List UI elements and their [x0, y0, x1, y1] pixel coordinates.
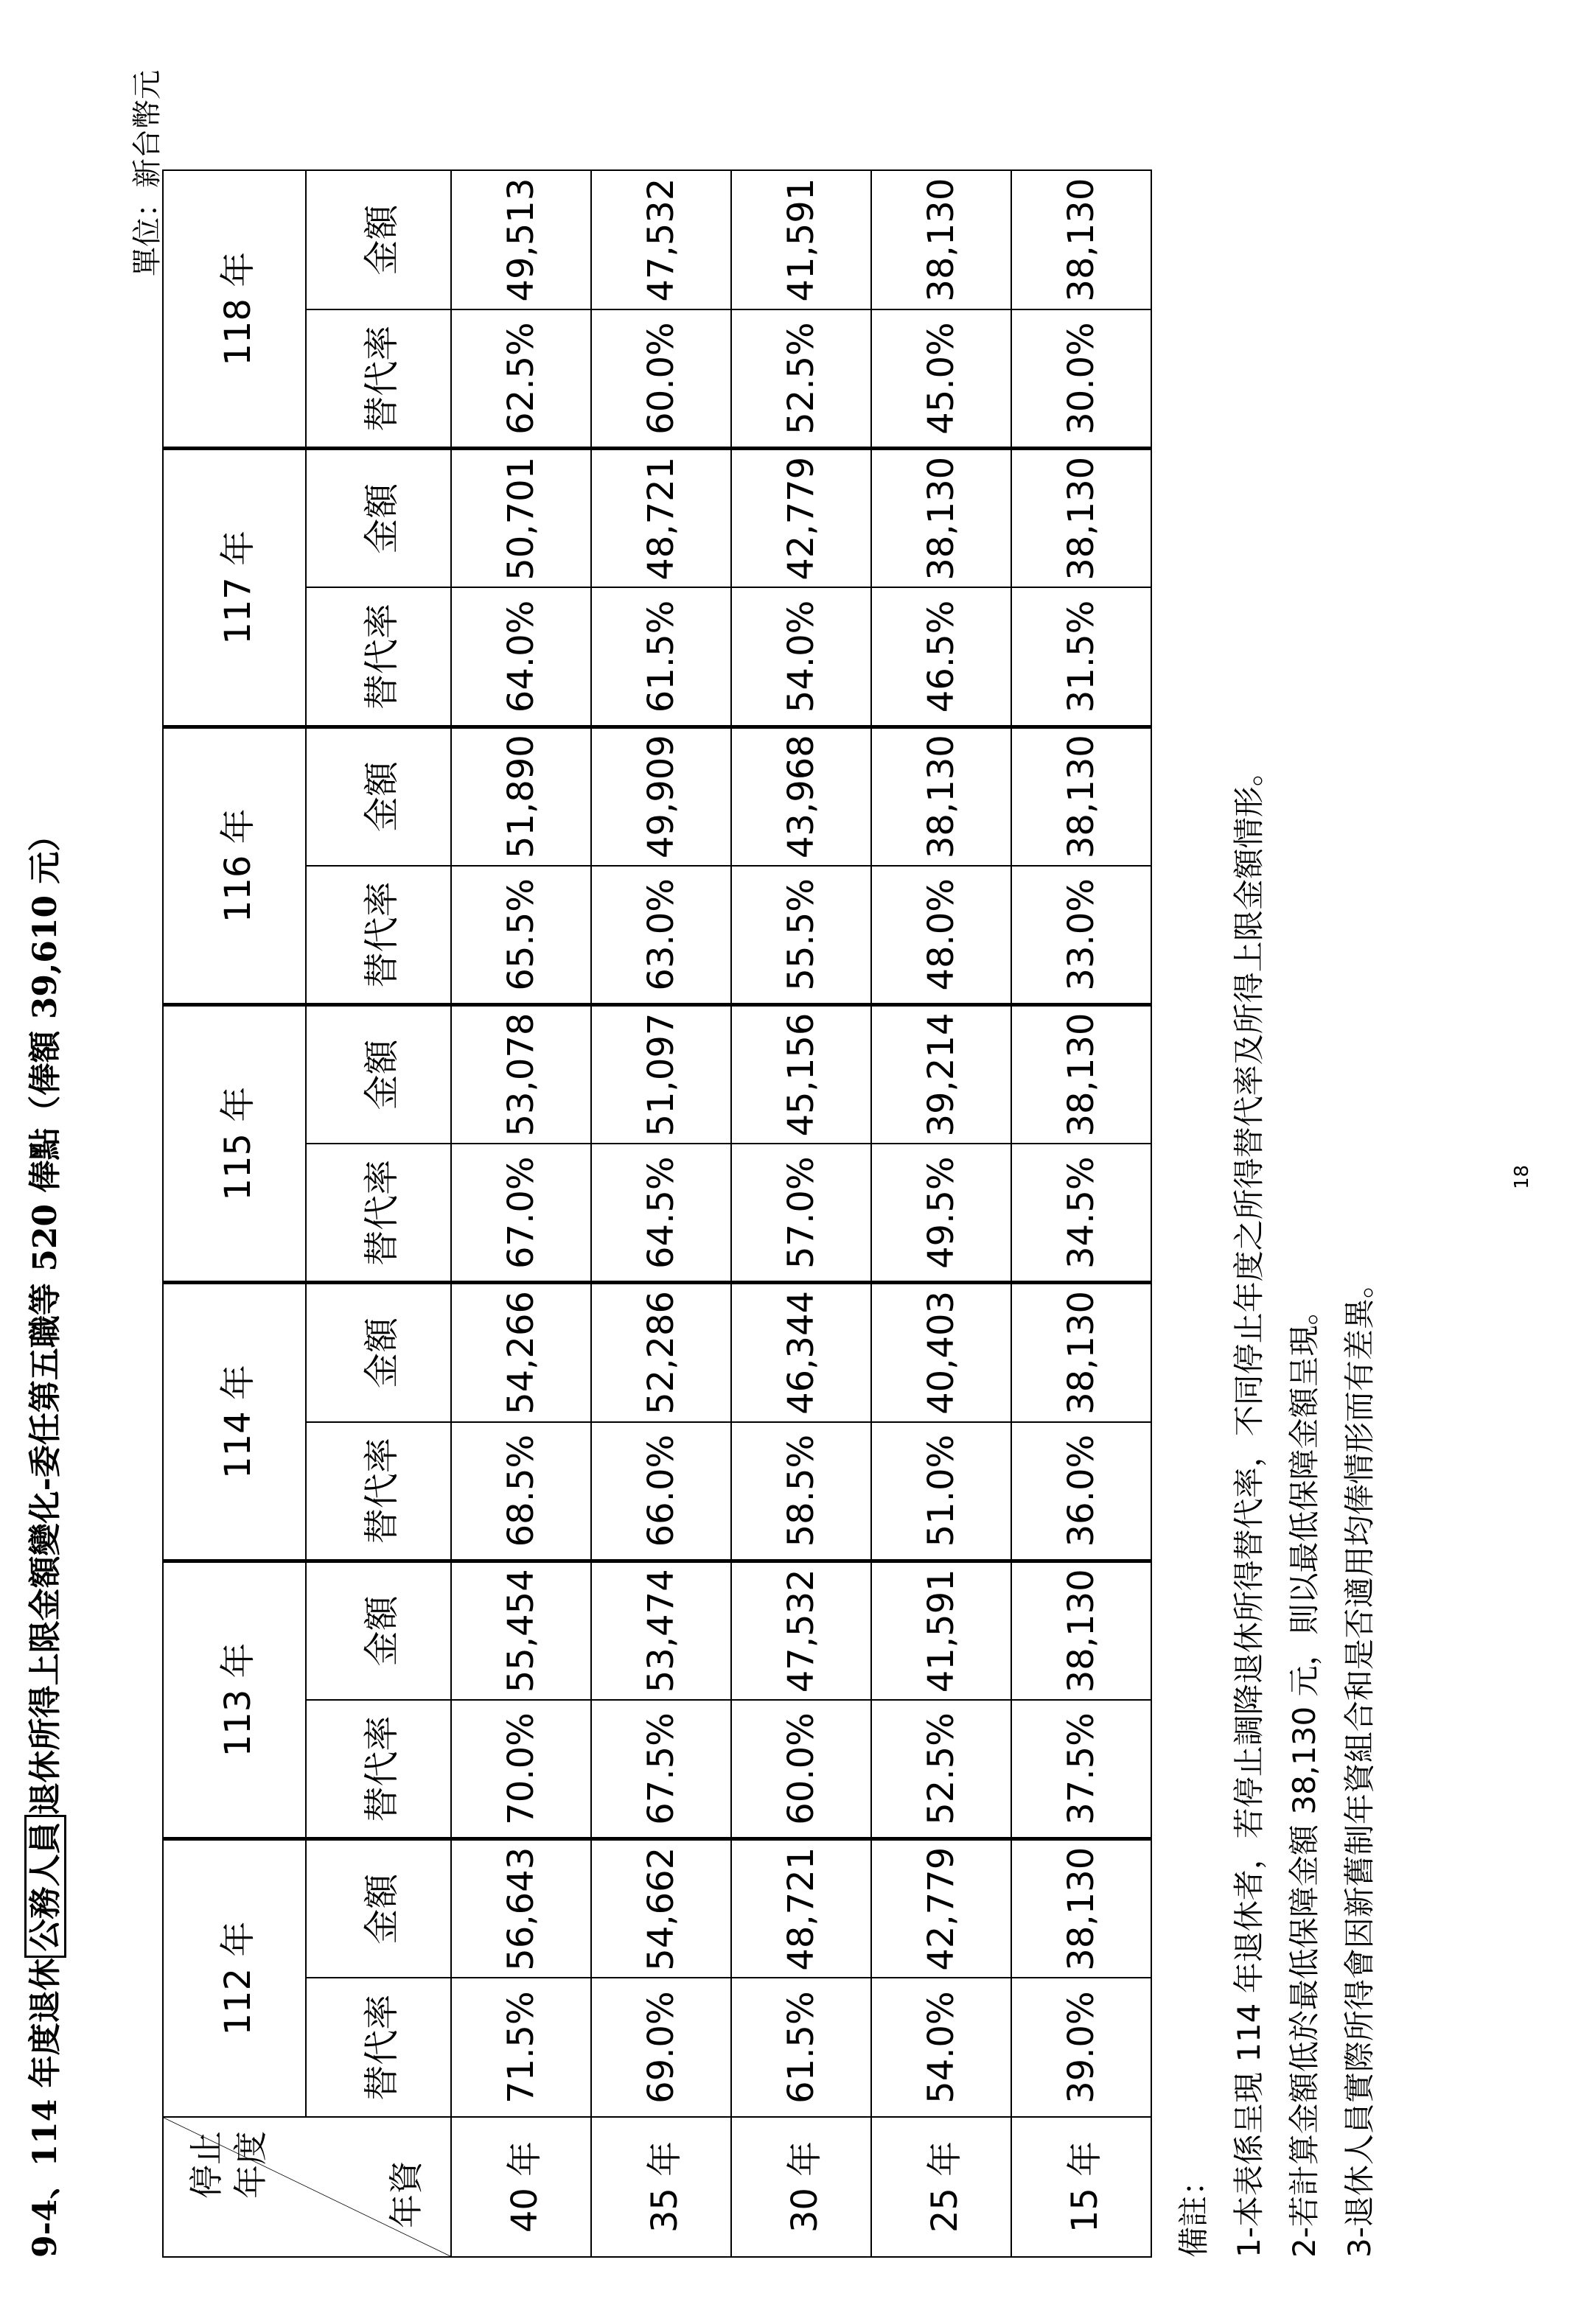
table-cell: 48,721 — [591, 449, 731, 588]
table-cell: 41,591 — [731, 170, 871, 309]
table-cell: 41,591 — [871, 1561, 1011, 1700]
notes — [1166, 755, 1387, 2258]
seniority-label: 25 年 — [871, 2117, 1011, 2257]
table-cell: 53,474 — [591, 1561, 731, 1700]
table-cell: 49,513 — [451, 170, 591, 309]
table-cell: 54,266 — [451, 1283, 591, 1422]
table-cell: 57.0% — [731, 1144, 871, 1283]
table-cell: 38,130 — [1011, 170, 1151, 309]
table-cell: 45,156 — [731, 1004, 871, 1144]
table-cell: 60.0% — [591, 309, 731, 449]
table-cell: 54.0% — [871, 1978, 1011, 2117]
table-cell: 38,130 — [1011, 1004, 1151, 1144]
table-cell: 49.5% — [871, 1144, 1011, 1283]
rate-header: 替代率 — [306, 309, 451, 449]
table-cell: 62.5% — [451, 309, 591, 449]
corner-stop-year — [184, 2131, 273, 2199]
rate-header: 替代率 — [306, 1978, 451, 2117]
table-cell: 70.0% — [451, 1700, 591, 1839]
table-cell: 64.5% — [591, 1144, 731, 1283]
table-cell: 50,701 — [451, 449, 591, 588]
table-cell: 55.5% — [731, 866, 871, 1005]
table-cell: 38,130 — [871, 449, 1011, 588]
corner-stop-line2: 年度 — [231, 2131, 271, 2199]
table-cell: 71.5% — [451, 1978, 591, 2117]
table-cell: 43,968 — [731, 727, 871, 866]
amount-header: 金額 — [306, 1004, 451, 1144]
table-cell: 37.5% — [1011, 1700, 1151, 1839]
table-cell: 30.0% — [1011, 309, 1151, 449]
title-boxed-text: 公務人員 — [24, 1815, 66, 1958]
unit-label: 單位：新台幣元 — [130, 70, 164, 276]
table-cell: 54,662 — [591, 1839, 731, 1978]
table-cell: 51.0% — [871, 1422, 1011, 1561]
table-cell: 42,779 — [731, 449, 871, 588]
amount-header: 金額 — [306, 1561, 451, 1700]
rate-header: 替代率 — [306, 866, 451, 1005]
table-row — [1011, 170, 1151, 2257]
seniority-label: 15 年 — [1011, 2117, 1151, 2257]
table-cell: 45.0% — [871, 309, 1011, 449]
amount-header: 金額 — [306, 727, 451, 866]
rate-header: 替代率 — [306, 587, 451, 727]
table-cell: 38,130 — [1011, 1283, 1151, 1422]
title-prefix: 9-4、114 年度退休 — [27, 1958, 64, 2258]
rate-header: 替代率 — [306, 1700, 451, 1839]
table-cell: 48.0% — [871, 866, 1011, 1005]
year-header: 113 年 — [163, 1561, 306, 1838]
year-header: 115 年 — [163, 1004, 306, 1282]
table-cell: 63.0% — [591, 866, 731, 1005]
table-cell: 36.0% — [1011, 1422, 1151, 1561]
table-cell: 69.0% — [591, 1978, 731, 2117]
table-cell: 39,214 — [871, 1004, 1011, 1144]
table-cell: 53,078 — [451, 1004, 591, 1144]
table-row — [731, 170, 871, 2257]
rate-header: 替代率 — [306, 1422, 451, 1561]
table-cell: 66.0% — [591, 1422, 731, 1561]
table-cell: 52,286 — [591, 1283, 731, 1422]
table-cell: 67.0% — [451, 1144, 591, 1283]
table-cell: 54.0% — [731, 587, 871, 727]
table-cell: 38,130 — [1011, 727, 1151, 866]
year-header: 116 年 — [163, 727, 306, 1004]
table-cell: 61.5% — [591, 587, 731, 727]
table-cell: 34.5% — [1011, 1144, 1151, 1283]
title-suffix: 退休所得上限金額變化-委任第五職等 520 俸點（俸額 39,610 元） — [27, 819, 64, 1816]
table-cell: 47,532 — [591, 170, 731, 309]
table-cell: 38,130 — [871, 727, 1011, 866]
seniority-label: 40 年 — [451, 2117, 591, 2257]
table-cell: 52.5% — [871, 1700, 1011, 1839]
table-cell: 38,130 — [871, 170, 1011, 309]
table-cell: 61.5% — [731, 1978, 871, 2117]
year-header: 114 年 — [163, 1283, 306, 1561]
pension-table — [162, 169, 1152, 2258]
table-cell: 38,130 — [1011, 1839, 1151, 1978]
rate-header: 替代率 — [306, 1144, 451, 1283]
table-cell: 38,130 — [1011, 449, 1151, 588]
table-cell: 68.5% — [451, 1422, 591, 1561]
corner-years: 年資 — [386, 2160, 426, 2228]
table-cell: 48,721 — [731, 1839, 871, 1978]
note-item: 3-退休人員實際所得會因新舊制年資組合和是否適用均俸情形而有差異。 — [1341, 1267, 1378, 2258]
year-header: 117 年 — [163, 449, 306, 727]
corner-header — [163, 2117, 451, 2257]
table-cell: 46.5% — [871, 587, 1011, 727]
table-cell: 51,890 — [451, 727, 591, 866]
seniority-label: 35 年 — [591, 2117, 731, 2257]
table-cell: 67.5% — [591, 1700, 731, 1839]
table-cell: 55,454 — [451, 1561, 591, 1700]
note-item: 2-若計算金額低於最低保障金額 38,130 元，則以最低保障金額呈現。 — [1286, 1294, 1322, 2258]
amount-header: 金額 — [306, 170, 451, 309]
table-cell: 46,344 — [731, 1283, 871, 1422]
table-cell: 49,909 — [591, 727, 731, 866]
amount-header: 金額 — [306, 449, 451, 588]
table-cell: 65.5% — [451, 866, 591, 1005]
table-cell: 52.5% — [731, 309, 871, 449]
table-cell: 56,643 — [451, 1839, 591, 1978]
page-number: 18 — [1511, 1164, 1533, 1189]
table-row — [451, 170, 591, 2257]
amount-header: 金額 — [306, 1839, 451, 1978]
amount-header: 金額 — [306, 1283, 451, 1422]
table-cell: 60.0% — [731, 1700, 871, 1839]
table-cell: 39.0% — [1011, 1978, 1151, 2117]
notes-heading: 備註： — [1176, 2164, 1212, 2258]
table-cell: 33.0% — [1011, 866, 1151, 1005]
table-row — [871, 170, 1011, 2257]
table-cell: 42,779 — [871, 1839, 1011, 1978]
table-row — [591, 170, 731, 2257]
year-header: 118 年 — [163, 170, 306, 448]
table-cell: 51,097 — [591, 1004, 731, 1144]
table-cell: 31.5% — [1011, 587, 1151, 727]
table-cell: 40,403 — [871, 1283, 1011, 1422]
corner-stop-line1: 停止 — [186, 2131, 226, 2199]
table-cell: 47,532 — [731, 1561, 871, 1700]
page-title — [18, 819, 66, 2258]
seniority-label: 30 年 — [731, 2117, 871, 2257]
year-header: 112 年 — [163, 1839, 306, 2117]
table-cell: 38,130 — [1011, 1561, 1151, 1700]
table-cell: 58.5% — [731, 1422, 871, 1561]
note-item: 1-本表係呈現 114 年退休者，若停止調降退休所得替代率，不同停止年度之所得替代率及所得上限金額情形。 — [1231, 755, 1267, 2258]
table-cell: 64.0% — [451, 587, 591, 727]
